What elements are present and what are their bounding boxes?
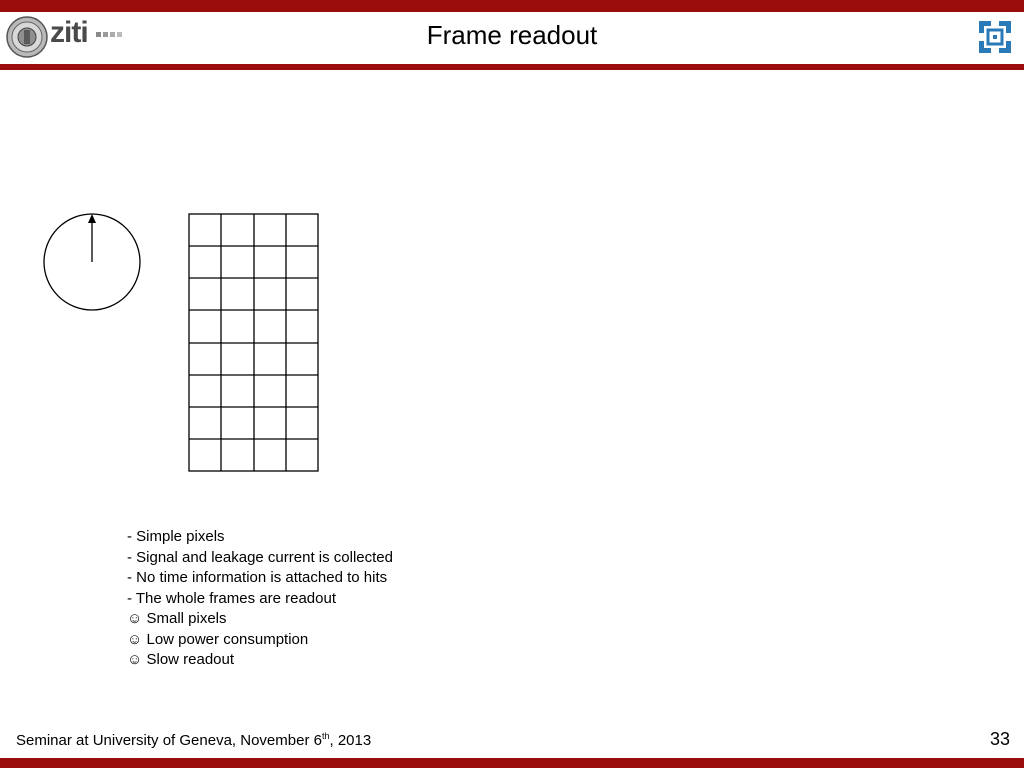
- bullet-item: ☺ Small pixels: [127, 610, 227, 627]
- bullet-item: - Signal and leakage current is collected: [127, 548, 393, 566]
- bullet-item: ☺ Low power consumption: [127, 630, 309, 648]
- bullet-item: ☺ Slow readout: [127, 651, 235, 668]
- bullet-item: - No time information is attached to hits: [127, 569, 388, 586]
- footer-text-year: , 2013: [329, 732, 372, 749]
- bullet-item: - Simple pixels: [127, 528, 225, 545]
- page-title: Frame readout: [426, 20, 598, 50]
- pixel-grid: [189, 214, 318, 471]
- footer-superscript: th: [321, 731, 330, 741]
- bullet-item: - The whole frames are readout: [127, 589, 336, 607]
- footer-caption: [16, 731, 371, 749]
- bullet-list: [127, 527, 393, 671]
- footer-text-main: Seminar at University of Geneva, November 6: [16, 732, 322, 749]
- bottom-accent-bar: [0, 758, 1024, 768]
- page-number: 33: [989, 729, 1010, 749]
- ziti-logo-text: ziti: [50, 16, 88, 49]
- clock-icon: [44, 214, 140, 310]
